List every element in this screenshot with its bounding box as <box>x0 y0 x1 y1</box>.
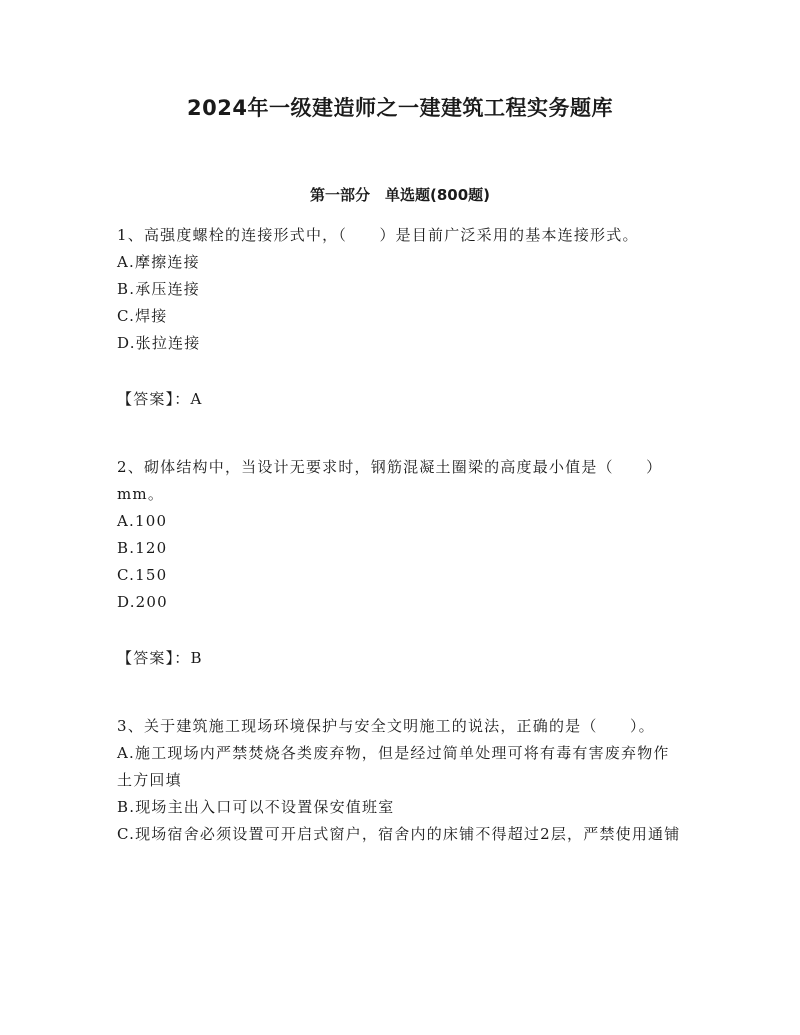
question-3 <box>117 713 685 848</box>
option-c: C.焊接 <box>117 307 168 325</box>
option-b: B.120 <box>117 539 168 557</box>
question-2 <box>117 454 685 672</box>
option-a: A.摩擦连接 <box>117 253 200 271</box>
spacer <box>117 672 685 713</box>
question-stem: 3、关于建筑施工现场环境保护与安全文明施工的说法，正确的是（ ）。 <box>117 717 655 735</box>
question-stem: 1、高强度螺栓的连接形式中，（ ）是目前广泛采用的基本连接形式。 <box>117 226 639 244</box>
option-a: A.施工现场内严禁焚烧各类废弃物，但是经过简单处理可将有毒有害废弃物作土方回填 <box>117 744 670 789</box>
question-stem: 2、砌体结构中，当设计无要求时，钢筋混凝土圈梁的高度最小值是（ ）mm。 <box>117 458 663 503</box>
document-title: 2024年一级建造师之一建建筑工程实务题库 <box>187 96 613 120</box>
option-a: A.100 <box>117 512 168 530</box>
option-c: C.现场宿舍必须设置可开启式窗户，宿舍内的床铺不得超过2层，严禁使用通铺 <box>117 825 681 843</box>
option-d: D.200 <box>117 593 168 611</box>
answer-value: B <box>190 649 203 667</box>
section-heading: 第一部分 单选题(800题) <box>309 186 491 204</box>
spacer <box>117 413 685 454</box>
option-d: D.张拉连接 <box>117 334 201 352</box>
option-b: B.承压连接 <box>117 280 200 298</box>
question-list <box>117 222 685 848</box>
answer-value: A <box>190 390 203 408</box>
option-b: B.现场主出入口可以不设置保安值班室 <box>117 798 395 816</box>
question-1 <box>117 222 685 413</box>
option-c: C.150 <box>117 566 168 584</box>
answer-label: 【答案】： <box>117 390 191 408</box>
answer-label: 【答案】： <box>117 649 191 667</box>
answer-line <box>117 386 685 413</box>
answer-line <box>117 645 685 672</box>
